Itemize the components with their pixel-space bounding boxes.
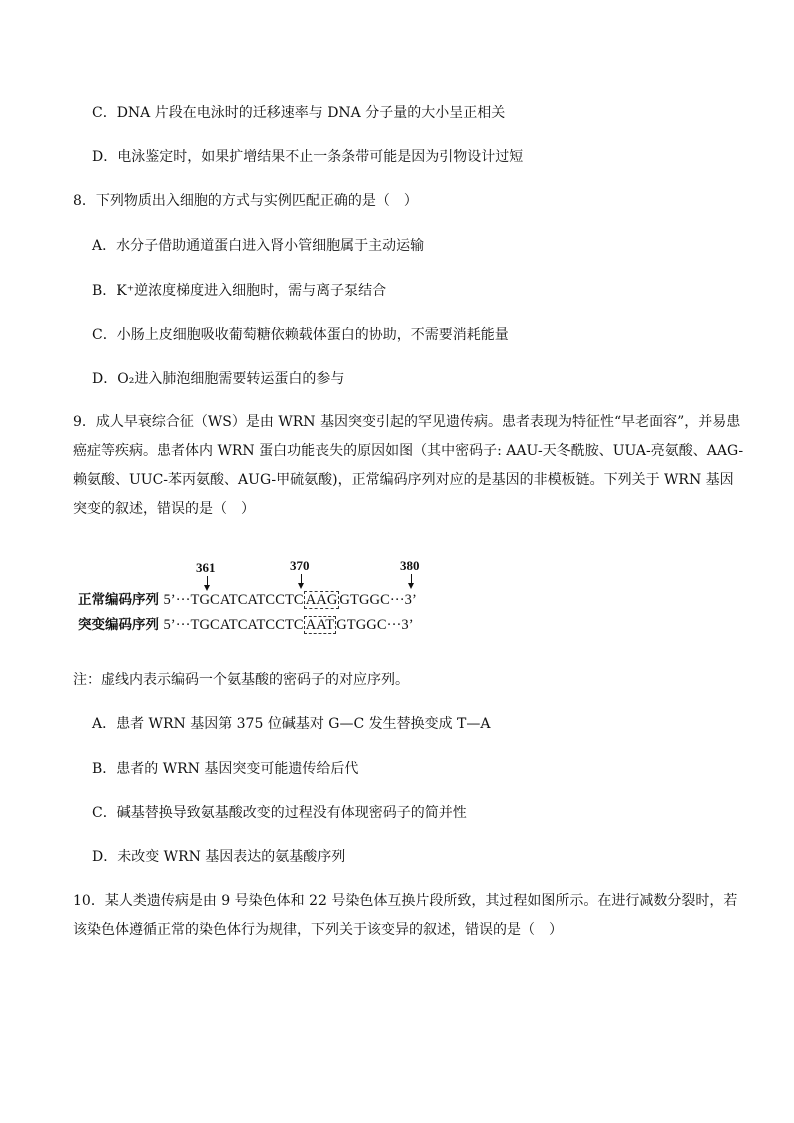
normal-sequence-label: 正常编码序列	[78, 592, 159, 608]
figure-note: 注：虚线内表示编码一个氨基酸的密码子的对应序列。	[73, 672, 409, 688]
position-label-370: 370	[290, 558, 310, 573]
normal-codon-box: AAG	[305, 592, 338, 608]
q9-option-a: A．患者 WRN 基因第 375 位碱基对 G—C 发生替换变成 T—A	[92, 716, 491, 732]
q9-option-d: D．未改变 WRN 基因表达的氨基酸序列	[92, 849, 346, 865]
mutant-sequence-row	[78, 613, 414, 634]
q9-stem	[73, 408, 744, 524]
q9-stem-line: 赖氨酸、UUC-苯丙氨酸、AUG-甲硫氨酸)，正常编码序列对应的是基因的非模板链。下列关于 WRN 基因	[73, 472, 734, 488]
sequence-figure	[78, 558, 458, 640]
q9-option-b: B．患者的 WRN 基因突变可能遗传给后代	[92, 761, 359, 777]
q8-option-b: B．K⁺逆浓度梯度进入细胞时，需与离子泵结合	[92, 283, 387, 299]
normal-sequence-row	[78, 588, 417, 609]
mutant-sequence-prefix: 5’···TGCATCATCCTC	[163, 617, 304, 633]
arrow-361-icon	[207, 576, 208, 586]
normal-sequence-suffix: GTGGC···3’	[339, 592, 417, 608]
position-label-380: 380	[400, 558, 420, 573]
mutant-sequence-label: 突变编码序列	[78, 617, 159, 633]
q8-stem: 8．下列物质出入细胞的方式与实例匹配正确的是（ ）	[73, 193, 418, 209]
arrow-370-icon	[301, 574, 302, 584]
q9-stem-line: 9．成人早衰综合征（WS）是由 WRN 基因突变引起的罕见遗传病。患者表现为特征性“早老面容”，并易患	[73, 414, 741, 430]
q9-stem-line: 突变的叙述，错误的是（ ）	[73, 501, 255, 517]
normal-sequence-prefix: 5’···TGCATCATCCTC	[163, 592, 304, 608]
q9-option-c: C．碱基替换导致氨基酸改变的过程没有体现密码子的简并性	[92, 805, 467, 821]
position-label-361: 361	[196, 560, 216, 575]
arrow-380-icon	[411, 574, 412, 584]
q10-stem	[73, 887, 738, 945]
q7-option-c: C．DNA 片段在电泳时的迁移速率与 DNA 分子量的大小呈正相关	[92, 105, 506, 121]
mutant-sequence-suffix: GTGGC···3’	[336, 617, 414, 633]
q10-stem-line: 10．某人类遗传病是由 9 号染色体和 22 号染色体互换片段所致，其过程如图所示。在进行减数分裂时，若	[73, 893, 738, 909]
q8-option-d: D．O₂进入肺泡细胞需要转运蛋白的参与	[92, 371, 345, 387]
q10-stem-line: 该染色体遵循正常的染色体行为规律，下列关于该变异的叙述，错误的是（ ）	[73, 922, 563, 938]
q7-option-d: D．电泳鉴定时，如果扩增结果不止一条条带可能是因为引物设计过短	[92, 149, 524, 165]
mutant-codon-box: AAT	[305, 617, 335, 633]
q8-option-a: A．水分子借助通道蛋白进入肾小管细胞属于主动运输	[92, 238, 425, 254]
q9-stem-line: 癌症等疾病。患者体内 WRN 蛋白功能丧失的原因如图（其中密码子: AAU-天冬酰胺、UUA-亮氨酸、AAG-	[73, 443, 744, 459]
q8-option-c: C．小肠上皮细胞吸收葡萄糖依赖载体蛋白的协助，不需要消耗能量	[92, 327, 509, 343]
